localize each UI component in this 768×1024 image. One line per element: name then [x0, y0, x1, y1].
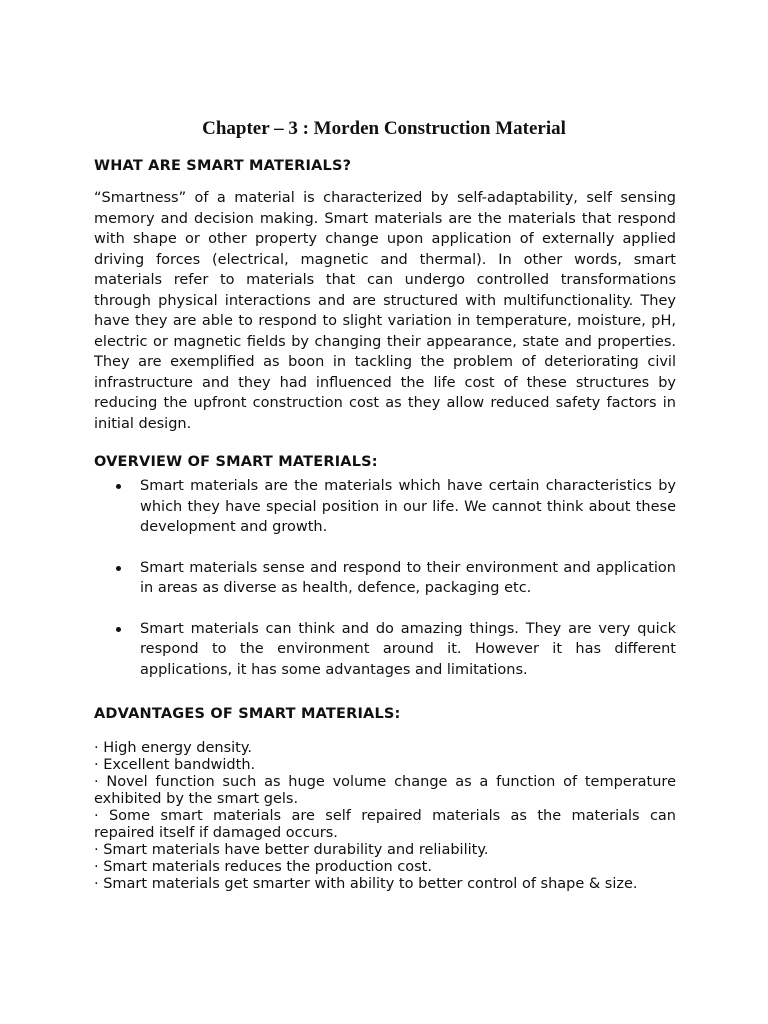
- bullet-icon: [116, 627, 121, 632]
- section-heading-overview: OVERVIEW OF SMART MATERIALS:: [94, 454, 378, 470]
- list-item: · Smart materials get smarter with ability to better control of shape & size.: [94, 876, 638, 892]
- section-heading-what-are-smart-materials: WHAT ARE SMART MATERIALS?: [94, 158, 352, 174]
- section-paragraph-smartness: “Smartness” of a material is characterized by self-adaptability, self sensing memory and decision making. Smart materials are the materials that respond with shape or other property change upon application of externally applied driving forces (electrical, magnetic and thermal). In other words, smart materials refer to materials that can undergo controlled transformations through physical interactions and are structured with multifunctionality. They have they are able to respond to slight variation in temperature, moisture, pH, electric or magnetic fields by changing their appearance, state and properties. They are exemplified as boon in tackling the problem of deteriorating civil infrastructure and they had influenced the life cost of these structures by reducing the upfront construction cost as they allow reduced safety factors in initial design.: [94, 190, 676, 432]
- list-item: · Excellent bandwidth.: [94, 757, 256, 773]
- list-item: Smart materials sense and respond to their environment and application in areas as diverse as health, defence, packaging etc.: [94, 558, 676, 599]
- list-item: · High energy density.: [94, 740, 252, 756]
- list-item: · Novel function such as huge volume change as a function of temperature exhibited by the smart gels.: [94, 774, 676, 807]
- overview-bullet-list: [94, 476, 676, 680]
- list-item: Smart materials can think and do amazing things. They are very quick respond to the environment around it. However it has different applications, it has some advantages and limitations.: [94, 619, 676, 681]
- list-item: · Some smart materials are self repaired materials as the materials can repaired itself if damaged occurs.: [94, 808, 676, 841]
- bullet-icon: [116, 566, 121, 571]
- section-heading-advantages: ADVANTAGES OF SMART MATERIALS:: [94, 706, 401, 722]
- advantages-list: [94, 740, 676, 893]
- page-title: Chapter – 3 : Morden Construction Material: [202, 118, 566, 139]
- list-item: · Smart materials reduces the production cost.: [94, 859, 432, 875]
- bullet-icon: [116, 484, 121, 489]
- list-item: · Smart materials have better durability and reliability.: [94, 842, 489, 858]
- document-content: [94, 156, 676, 893]
- list-item: Smart materials are the materials which have certain characteristics by which they have special position in our life. We cannot think about these development and growth.: [94, 476, 676, 538]
